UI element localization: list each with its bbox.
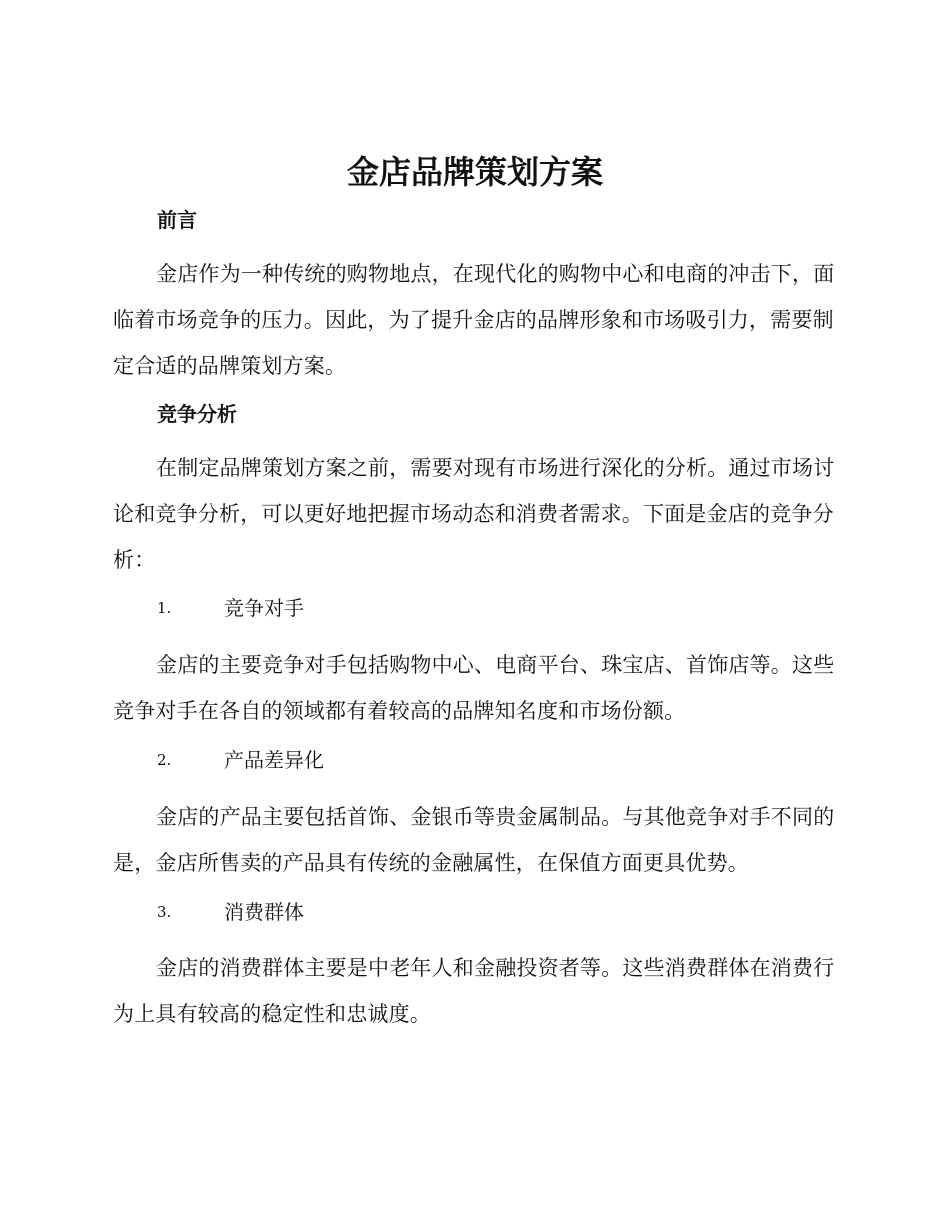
section-heading-competition: 竞争分析 <box>157 402 237 426</box>
list-label: 消费群体 <box>224 900 304 924</box>
product-differentiation-paragraph: 金店的产品主要包括首饰、金银币等贵金属制品。与其他竞争对手不同的是，金店所售卖的产品具有传统的金融属性，在保值方面更具优势。 <box>113 805 835 875</box>
competitors-paragraph: 金店的主要竞争对手包括购物中心、电商平台、珠宝店、首饰店等。这些竞争对手在各自的领域都有着较高的品牌知名度和市场份额。 <box>113 653 835 723</box>
list-number: 1. <box>157 599 172 617</box>
section-heading-preface: 前言 <box>157 208 197 232</box>
list-number: 3. <box>157 903 172 921</box>
list-label: 竞争对手 <box>224 596 304 620</box>
consumer-groups-paragraph: 金店的消费群体主要是中老年人和金融投资者等。这些消费群体在消费行为上具有较高的稳定性和忠诚度。 <box>113 956 835 1026</box>
document-title: 金店品牌策划方案 <box>346 153 603 191</box>
list-label: 产品差异化 <box>224 748 324 772</box>
preface-paragraph: 金店作为一种传统的购物地点，在现代化的购物中心和电商的冲击下，面临着市场竞争的压力。因此，为了提升金店的品牌形象和市场吸引力，需要制定合适的品牌策划方案。 <box>113 262 835 378</box>
competition-intro-paragraph: 在制定品牌策划方案之前，需要对现有市场进行深化的分析。通过市场讨论和竞争分析，可以更好地把握市场动态和消费者需求。下面是金店的竞争分析： <box>113 456 835 572</box>
list-number: 2. <box>157 751 172 769</box>
